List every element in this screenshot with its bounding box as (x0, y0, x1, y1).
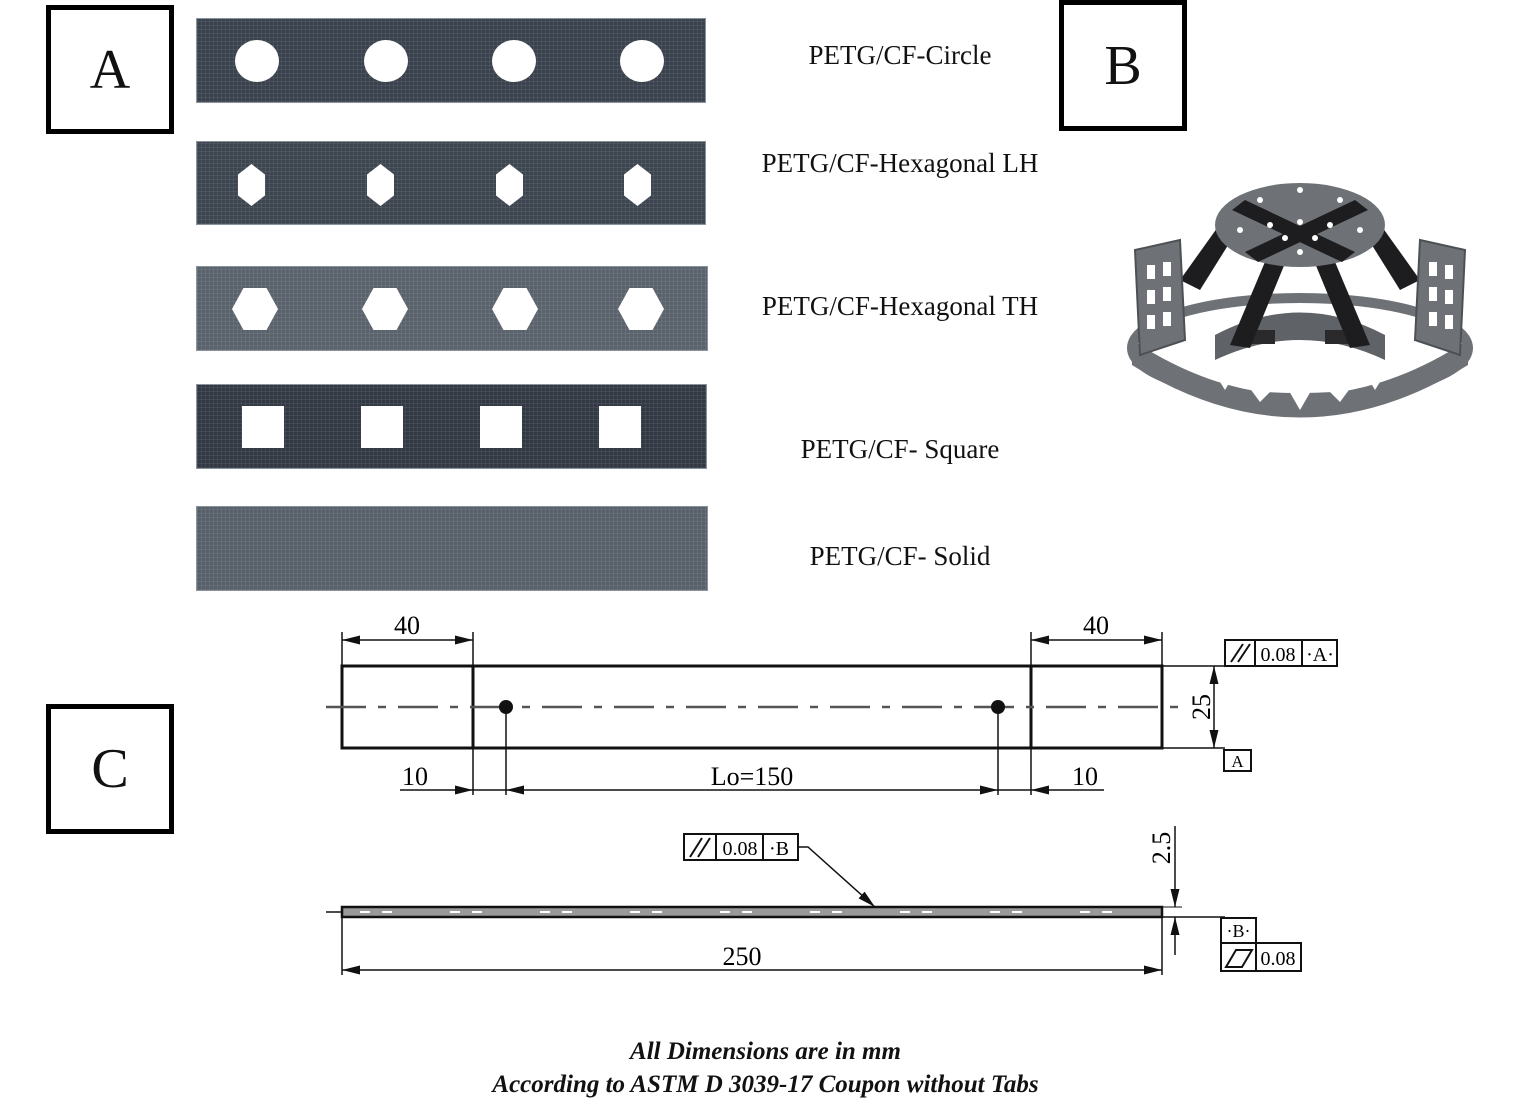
specimen-label-solid: PETG/CF- Solid (809, 541, 991, 571)
dim-width: 25 (1187, 694, 1216, 720)
caption (0, 1035, 1531, 1101)
specimen-hexagonal-lh (196, 141, 706, 225)
hole-square (480, 406, 522, 448)
panel-label-a (46, 5, 174, 134)
fcf-parallelism-b (684, 834, 875, 907)
top-view (326, 611, 1337, 795)
specimen-square (196, 384, 707, 469)
dim-gauge-length: Lo=150 (710, 762, 794, 791)
caption-line-2: According to ASTM D 3039-17 Coupon without Tabs (492, 1071, 1039, 1098)
specimen-label-hexagonal-th: PETG/CF-Hexagonal TH (761, 291, 1039, 321)
fcf-b-tolerance: 0.08 (722, 838, 758, 860)
specimen-circle (196, 18, 706, 103)
fcf-parallelism-a (1225, 640, 1337, 666)
dim-offset-right: 10 (1072, 762, 1098, 791)
hole-circle (235, 40, 279, 82)
hole-square (242, 406, 284, 448)
dim-length: 250 (722, 942, 762, 971)
fcf-b-datum: ·B (769, 838, 789, 860)
dim-thickness: 2.5 (1147, 831, 1176, 865)
datum-a-label: A (1231, 752, 1244, 771)
hole-circle (620, 40, 664, 82)
coupon-drawing (0, 600, 1531, 1020)
hole-square (599, 406, 641, 448)
dim-tab-right: 40 (1083, 611, 1109, 640)
datum-b-label: ·B· (1226, 921, 1251, 941)
panel-label-b (1059, 0, 1187, 131)
specimen-label-square: PETG/CF- Square (800, 434, 1000, 464)
specimen-solid (196, 506, 708, 591)
dim-offset-left: 10 (402, 762, 428, 791)
hole-circle (364, 40, 408, 82)
fcf-flatness (1221, 943, 1301, 971)
specimen-hexagonal-th (196, 266, 708, 351)
fcf-flatness-tolerance: 0.08 (1260, 948, 1296, 970)
side-view (326, 826, 1301, 975)
hole-square (361, 406, 403, 448)
caption-line-1: All Dimensions are in mm (630, 1038, 901, 1065)
fcf-a-tolerance: 0.08 (1260, 644, 1296, 666)
datum-b (1221, 918, 1256, 943)
dim-tab-left: 40 (394, 611, 420, 640)
specimen-label-circle: PETG/CF-Circle (808, 40, 992, 70)
fcf-a-datum: ·A· (1306, 644, 1334, 666)
helmet-suspension-image (1120, 170, 1480, 420)
specimen-label-hexagonal-lh: PETG/CF-Hexagonal LH (761, 148, 1039, 178)
panel-label-b-text: B (1104, 34, 1142, 97)
hole-circle (492, 40, 536, 82)
panel-label-a-text: A (89, 38, 131, 101)
datum-a (1224, 750, 1251, 771)
panel-label-c-text: C (91, 738, 129, 800)
